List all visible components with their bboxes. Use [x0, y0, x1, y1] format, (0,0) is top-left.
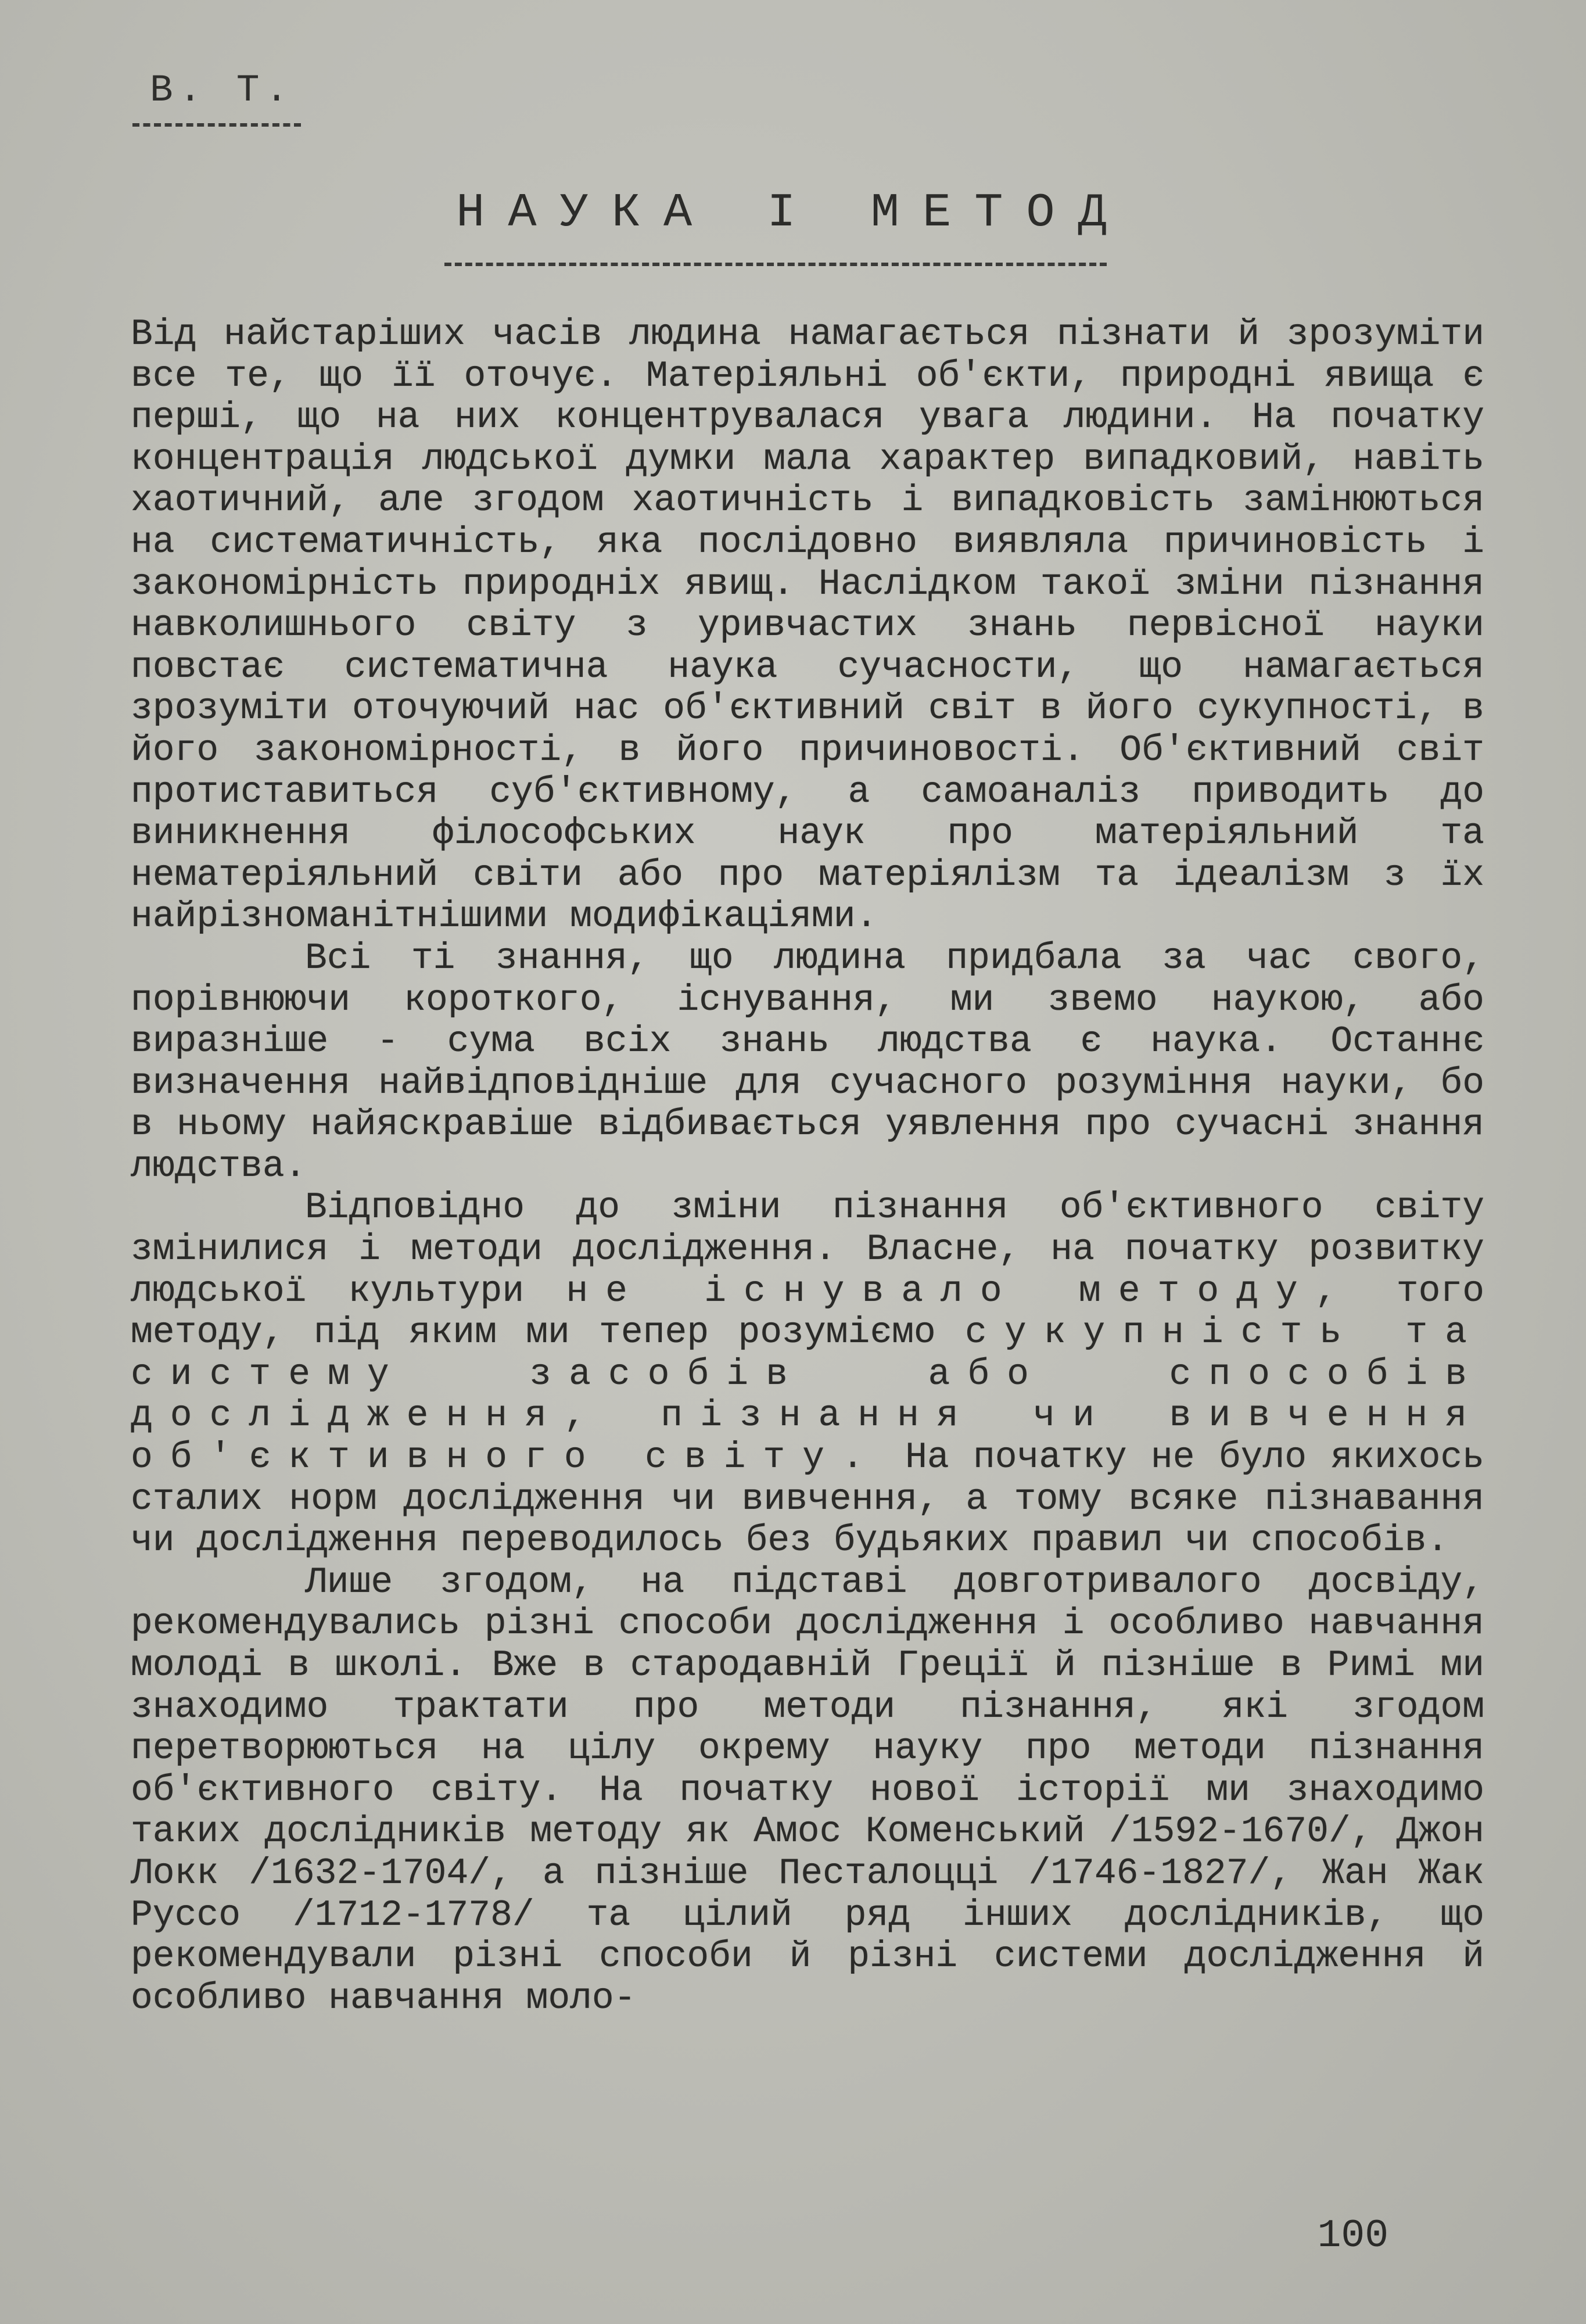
- page-number: 100: [1317, 2214, 1388, 2258]
- paragraph-3-after: На початку не було якихось сталих норм дослідження чи вивчення, а тому всяке пізнавання чи дослідження переводилось без будьяких правил чи способів.: [131, 1437, 1484, 1562]
- paragraph-3-emphasis-1: не існувало методу,: [566, 1270, 1355, 1312]
- page-title: НАУКА І МЕТОД: [456, 186, 1130, 240]
- paragraph-1: Від найстаріших часів людина намагається пізнати й зрозуміти все те, що її оточує. Матеріяльні об'єкти, природні явища є перші, що на них концентрувалася увага людини. На початку концентрація людської думки мала характер випадковий, навіть хаотичний, але згодом хаотичність і випадковість замінюються на систематичність, яка послідовно виявляла причиновість і закономірність природніх явищ. Наслідком такої зміни пізнання навколишнього світу з уривчастих знань первісної науки повстає систематична наука сучасности, що намагається зрозуміти оточуючий нас об'єктивний світ в його сукупності, в його закономірності, в його причиновості. Об'єктивний світ протиставиться суб'єктивному, а самоаналіз приводить до виникнення філософських наук про матеріяльний та нематеріяльний світи або про матеріялізм та ідеалізм з їх найрізноманітнішими модифікаціями.: [131, 314, 1484, 938]
- author-initials: В. Т.: [150, 69, 295, 112]
- body-text: [131, 314, 1484, 2019]
- paragraph-3: [131, 1187, 1484, 1561]
- paragraph-4: Лише згодом, на підставі довготривалого досвіду, рекомендувались різні способи дослідження і особливо навчання молоді в школі. Вже в стародавній Греції й пізніше в Римі ми знаходимо трактати про методи пізнання, які згодом перетворюються на цілу окрему науку про методи пізнання об'єктивного світу. На початку нової історії ми знаходимо таких дослідників методу як Амос Коменський /1592-1670/, Джон Локк /1632-1704/, а пізніше Песталоцці /1746-1827/, Жан Жак Руссо /1712-1778/ та цілий ряд інших дослідників, що рекомендували різні способи й різні системи дослідження й особливо навчання моло-: [131, 1561, 1484, 2019]
- paragraph-2: Всі ті знання, що людина придбала за час свого, порівнюючи короткого, існування, ми звемо наукою, або виразніше - сума всіх знань людства є наука. Останнє визначення найвідповідніше для сучасного розуміння науки, бо в ньому найяскравіше відбивається уявлення про сучасні знання людства.: [131, 937, 1484, 1187]
- paragraph-3-before: Відповідно до зміни пізнання об'єктивного світу змінилися і методи дослідження. Власне, на початку розвитку людської культури: [131, 1187, 1484, 1312]
- paragraph-3-emphasis-2: сукупність та систему засобів або способів дослідження, пізнання чи вивчення об'єктивного світу.: [131, 1312, 1484, 1479]
- paragraph-3-middle: того методу, під яким ми тепер розуміємо: [131, 1270, 1485, 1354]
- author-underline: [132, 123, 301, 127]
- title-underline: [444, 263, 1107, 266]
